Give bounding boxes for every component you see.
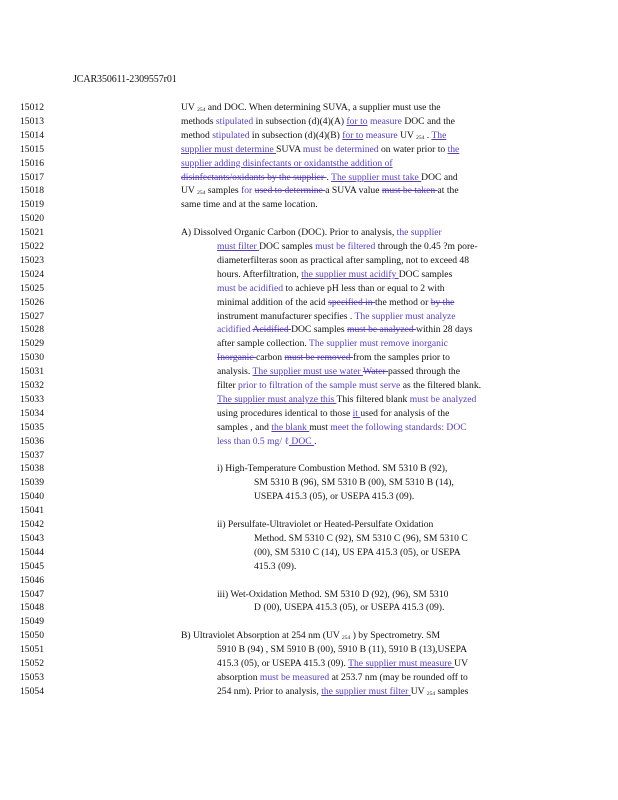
line-text (217, 351, 450, 365)
inserted-text-plain: stipulated (212, 129, 250, 141)
line-text (217, 240, 478, 254)
text-segment: diameterfilteras soon as practical after sampling, not to exceed 48 (217, 254, 470, 266)
text-segment: must (309, 421, 331, 433)
line-number: 15015 (20, 143, 44, 155)
text-segment: hours. Afterfiltration, (217, 268, 302, 280)
text-segment: UV (181, 102, 198, 113)
text-segment: instrument manufacturer specifies . (217, 310, 355, 322)
line-text (254, 560, 296, 574)
inserted-text: the (447, 143, 460, 155)
text-line (0, 462, 618, 476)
line-number: 15035 (20, 421, 44, 433)
line-text (254, 601, 444, 615)
inserted-text-plain: must be measured (259, 671, 330, 683)
text-line (0, 393, 618, 407)
text-line (0, 379, 618, 393)
inserted-text: supplier must determine (181, 143, 277, 155)
text-line (0, 296, 618, 310)
text-line (0, 115, 618, 129)
inserted-text: The (431, 129, 447, 141)
line-number: 15030 (20, 352, 44, 364)
text-segment: carbon (255, 352, 285, 364)
inserted-text-plain: must be analyzed (409, 393, 477, 405)
text-segment: DOC and the (401, 115, 455, 127)
text-segment: 5910 B (94) , SM 5910 B (00), 5910 B (11), 5910 B (13),USEPA (217, 644, 468, 656)
line-number: 15044 (20, 546, 44, 558)
inserted-text-plain: must be determined (302, 143, 379, 155)
inserted-text: DOC (289, 435, 315, 447)
line-number: 15043 (20, 532, 44, 544)
line-number: 15023 (20, 254, 44, 266)
text-segment: absorption (217, 671, 260, 683)
text-line (0, 560, 618, 574)
deleted-text: specified in (328, 296, 375, 308)
inserted-text: The supplier must use water (252, 366, 363, 378)
document-id-header: JCAR350611-2309557r01 (73, 74, 177, 85)
text-segment: at 253.7 nm (may be rounded off to (329, 671, 468, 683)
text-segment: samples , and (217, 421, 272, 433)
line-number: 15046 (20, 574, 44, 586)
text-line (0, 407, 618, 421)
inserted-text: The supplier must measure (348, 658, 455, 669)
inserted-text: must filter (217, 241, 260, 252)
inserted-text-plain: meet the following standards: DOC (330, 421, 467, 433)
line-text (254, 476, 454, 490)
inserted-text-plain: stipulated (215, 115, 254, 127)
text-segment: UV (410, 685, 427, 697)
text-line (0, 490, 618, 504)
text-line (0, 532, 618, 546)
line-number: 15049 (20, 616, 44, 628)
text-segment: ) by Spectrometry. SM (350, 630, 441, 642)
inserted-text: the supplier must filter (321, 685, 411, 697)
line-number: 15050 (20, 630, 44, 642)
text-segment: after sample collection. (217, 338, 309, 350)
text-segment: method (181, 129, 213, 141)
subscript: 254 (197, 107, 206, 113)
text-segment: methods (181, 115, 216, 127)
line-number: 15036 (20, 435, 44, 447)
line-number: 15016 (20, 157, 44, 169)
line-number: 15021 (20, 227, 44, 239)
deleted-text: Inorganic (217, 352, 256, 364)
text-line (0, 310, 618, 324)
text-segment: analysis. (217, 366, 253, 378)
inserted-text: for to (346, 115, 368, 127)
line-text (181, 226, 442, 240)
line-number: 15048 (20, 602, 44, 614)
text-segment: SUVA (276, 143, 303, 155)
text-segment: A) Dissolved Organic Carbon (DOC). Prior to analysis, (181, 227, 397, 239)
text-segment: UV (397, 129, 417, 141)
line-text (217, 462, 447, 476)
line-text (254, 532, 468, 546)
subscript: 254 (426, 690, 436, 697)
line-text (217, 393, 476, 407)
line-number: 15020 (20, 213, 44, 225)
line-text (217, 685, 468, 701)
line-text (181, 171, 458, 185)
text-line (0, 615, 618, 629)
text-segment: as the filtered blank. (400, 380, 482, 391)
inserted-text: for to (342, 129, 364, 141)
deleted-text: Water (362, 366, 389, 378)
line-text (217, 268, 452, 282)
text-line (0, 574, 618, 588)
line-text (217, 254, 469, 268)
line-number: 15022 (20, 241, 44, 252)
line-number: 15031 (20, 366, 44, 378)
line-text (254, 546, 461, 560)
text-line (0, 226, 618, 240)
text-segment: . (314, 435, 317, 447)
text-segment: the method or (375, 296, 431, 308)
line-text (217, 588, 448, 602)
line-number: 15037 (20, 449, 44, 461)
inserted-text: The supplier must take (331, 171, 422, 183)
line-number: 15045 (20, 560, 44, 572)
text-line (0, 476, 618, 490)
line-number: 15038 (20, 463, 44, 475)
text-segment: on water prior to (378, 143, 448, 155)
deleted-text: Acidified (252, 324, 292, 336)
line-text (217, 310, 456, 324)
text-line (0, 685, 618, 699)
text-segment: from the samples prior to (352, 352, 450, 364)
text-line (0, 184, 618, 198)
line-number: 15054 (20, 685, 44, 697)
line-number: 15039 (20, 477, 44, 489)
text-line (0, 337, 618, 351)
text-line (0, 157, 618, 171)
line-text (217, 323, 473, 337)
line-text (217, 296, 454, 310)
text-line (0, 351, 618, 365)
text-segment: samples (205, 185, 242, 197)
line-number: 15041 (20, 505, 44, 517)
text-segment: D (00), USEPA 415.3 (05), or USEPA 415.3 (09). (254, 602, 445, 614)
text-line (0, 504, 618, 518)
text-segment: same time and at the same location. (181, 199, 318, 211)
text-segment: iii) Wet-Oxidation Method. SM 5310 D (92), (96), SM 5310 (217, 588, 449, 600)
inserted-text-plain: must be filtered (315, 241, 376, 252)
text-segment: B) Ultraviolet Absorption at 254 nm (UV (181, 630, 343, 642)
deleted-text: disinfectants/oxidants by the supplier (181, 171, 327, 183)
text-line (0, 143, 618, 157)
text-segment: minimal addition of the acid (217, 296, 329, 308)
text-segment: UV (181, 185, 198, 197)
subscript: 254 (416, 134, 425, 141)
text-segment: This filtered blank (336, 393, 410, 405)
inserted-text: it (352, 407, 361, 419)
text-line (0, 129, 618, 143)
deleted-text: by the (430, 296, 455, 308)
text-line (0, 588, 618, 602)
inserted-text-plain: acidified (217, 324, 251, 336)
line-number: 15040 (20, 491, 44, 503)
text-segment: to achieve pH less than or equal to 2 with (283, 282, 445, 294)
text-segment: (00), SM 5310 C (14), US EPA 415.3 (05), or USEPA (254, 546, 461, 558)
text-line (0, 546, 618, 560)
line-text (217, 337, 448, 351)
inserted-text-plain: must be acidified (217, 282, 284, 294)
text-line (0, 671, 618, 685)
line-text (217, 421, 467, 435)
line-number: 15032 (20, 380, 44, 391)
text-segment: ii) Persulfate-Ultraviolet or Heated-Persulfate Oxidation (217, 519, 434, 530)
inserted-text: the supplier must acidify (301, 268, 399, 280)
line-number: 15034 (20, 407, 44, 419)
line-text (217, 657, 468, 671)
line-number: 15027 (20, 310, 44, 322)
inserted-text-plain: for (241, 185, 253, 197)
text-segment: Method. SM 5310 C (92), SM 5310 C (96), SM 5310 C (254, 532, 468, 544)
deleted-text: used to determine (254, 185, 326, 197)
text-segment: 415.3 (05), or USEPA 415.3 (09). (217, 658, 349, 669)
inserted-text-plain: The supplier must remove inorganic (309, 338, 448, 350)
text-line (0, 282, 618, 296)
line-number: 15028 (20, 324, 44, 336)
line-text (217, 518, 433, 532)
text-line (0, 629, 618, 643)
text-line (0, 449, 618, 463)
text-line (0, 254, 618, 268)
text-segment: a SUVA value (325, 185, 382, 197)
text-segment: UV (454, 658, 469, 669)
text-segment: DOC samples (398, 268, 453, 280)
line-number: 15047 (20, 588, 44, 600)
inserted-text-plain: less than 0.5 mg/ ℓ (217, 435, 290, 447)
text-line (0, 198, 618, 212)
text-segment: DOC samples (291, 324, 348, 336)
line-number: 15042 (20, 519, 44, 530)
text-segment: using procedures identical to those (217, 407, 353, 419)
text-segment: at the (437, 185, 459, 197)
deleted-text: must be taken (381, 185, 438, 197)
text-segment: DOC samples (259, 241, 316, 252)
line-number: 15025 (20, 282, 44, 294)
text-segment: within 28 days (416, 324, 473, 336)
line-text (181, 115, 455, 129)
line-text (181, 143, 459, 157)
text-line (0, 212, 618, 226)
text-line (0, 643, 618, 657)
text-segment: . (424, 129, 432, 141)
line-number: 15033 (20, 393, 44, 405)
line-number: 15053 (20, 671, 44, 683)
inserted-text-plain: measure (369, 115, 402, 127)
subscript: 254 (197, 190, 206, 197)
inserted-text: The supplier must analyze this (217, 393, 337, 405)
line-number: 15052 (20, 658, 44, 669)
deleted-text: must be removed (284, 352, 353, 364)
line-text (217, 282, 445, 296)
text-segment: filter (217, 380, 239, 391)
text-line (0, 657, 618, 671)
text-segment: in subsection (d)(4)(A) (253, 115, 347, 127)
text-line (0, 171, 618, 185)
text-segment: and DOC. When determining SUVA, a supplier must use the (205, 102, 441, 113)
text-segment: 254 nm). Prior to analysis, (217, 685, 322, 697)
line-number: 15014 (20, 129, 44, 141)
text-line (0, 323, 618, 337)
text-line (0, 518, 618, 532)
line-number: 15012 (20, 102, 44, 113)
text-line (0, 365, 618, 379)
text-segment: in subsection (d)(4)(B) (249, 129, 343, 141)
text-segment: samples (435, 685, 469, 697)
line-text (217, 365, 460, 379)
line-number: 15013 (20, 115, 44, 127)
text-segment: 415.3 (09). (254, 560, 297, 572)
text-line (0, 268, 618, 282)
line-number: 15017 (20, 171, 44, 183)
deleted-text: must be analyzed (347, 324, 417, 336)
text-segment: used for analysis of the (360, 407, 450, 419)
inserted-text-plain: measure (365, 129, 398, 141)
text-segment: DOC and (421, 171, 458, 183)
line-number: 15019 (20, 199, 44, 211)
line-number: 15026 (20, 296, 44, 308)
line-text (181, 198, 318, 212)
text-segment: i) High-Temperature Combustion Method. SM 5310 B (92), (217, 463, 448, 475)
inserted-text: supplier adding disinfectants or oxidantsthe addition of (181, 157, 393, 169)
text-line (0, 601, 618, 615)
text-segment: passed through the (388, 366, 460, 378)
inserted-text-plain: the supplier (396, 227, 442, 239)
text-segment: SM 5310 B (96), SM 5310 B (00), SM 5310 B (14), (254, 477, 454, 489)
line-number: 15051 (20, 644, 44, 656)
line-number: 15018 (20, 185, 44, 197)
inserted-text-plain: The supplier must analyze (354, 310, 456, 322)
line-text (217, 643, 467, 657)
subscript: 254 (342, 635, 351, 642)
text-segment: through the 0.45 ?m pore- (375, 241, 478, 252)
line-text (254, 490, 414, 504)
text-line (0, 421, 618, 435)
line-text (217, 407, 449, 421)
line-text (217, 379, 481, 393)
line-text (217, 671, 468, 685)
text-line (0, 240, 618, 254)
line-number: 15024 (20, 268, 44, 280)
line-text (181, 157, 393, 171)
inserted-text: the blank (271, 421, 310, 433)
text-segment: USEPA 415.3 (05), or USEPA 415.3 (09). (254, 491, 415, 503)
text-segment: . (326, 171, 332, 183)
text-line (0, 435, 618, 449)
line-text (217, 435, 316, 449)
line-number: 15029 (20, 338, 44, 350)
inserted-text-plain: prior to filtration of the sample must serve (238, 380, 401, 391)
text-line (0, 101, 618, 115)
